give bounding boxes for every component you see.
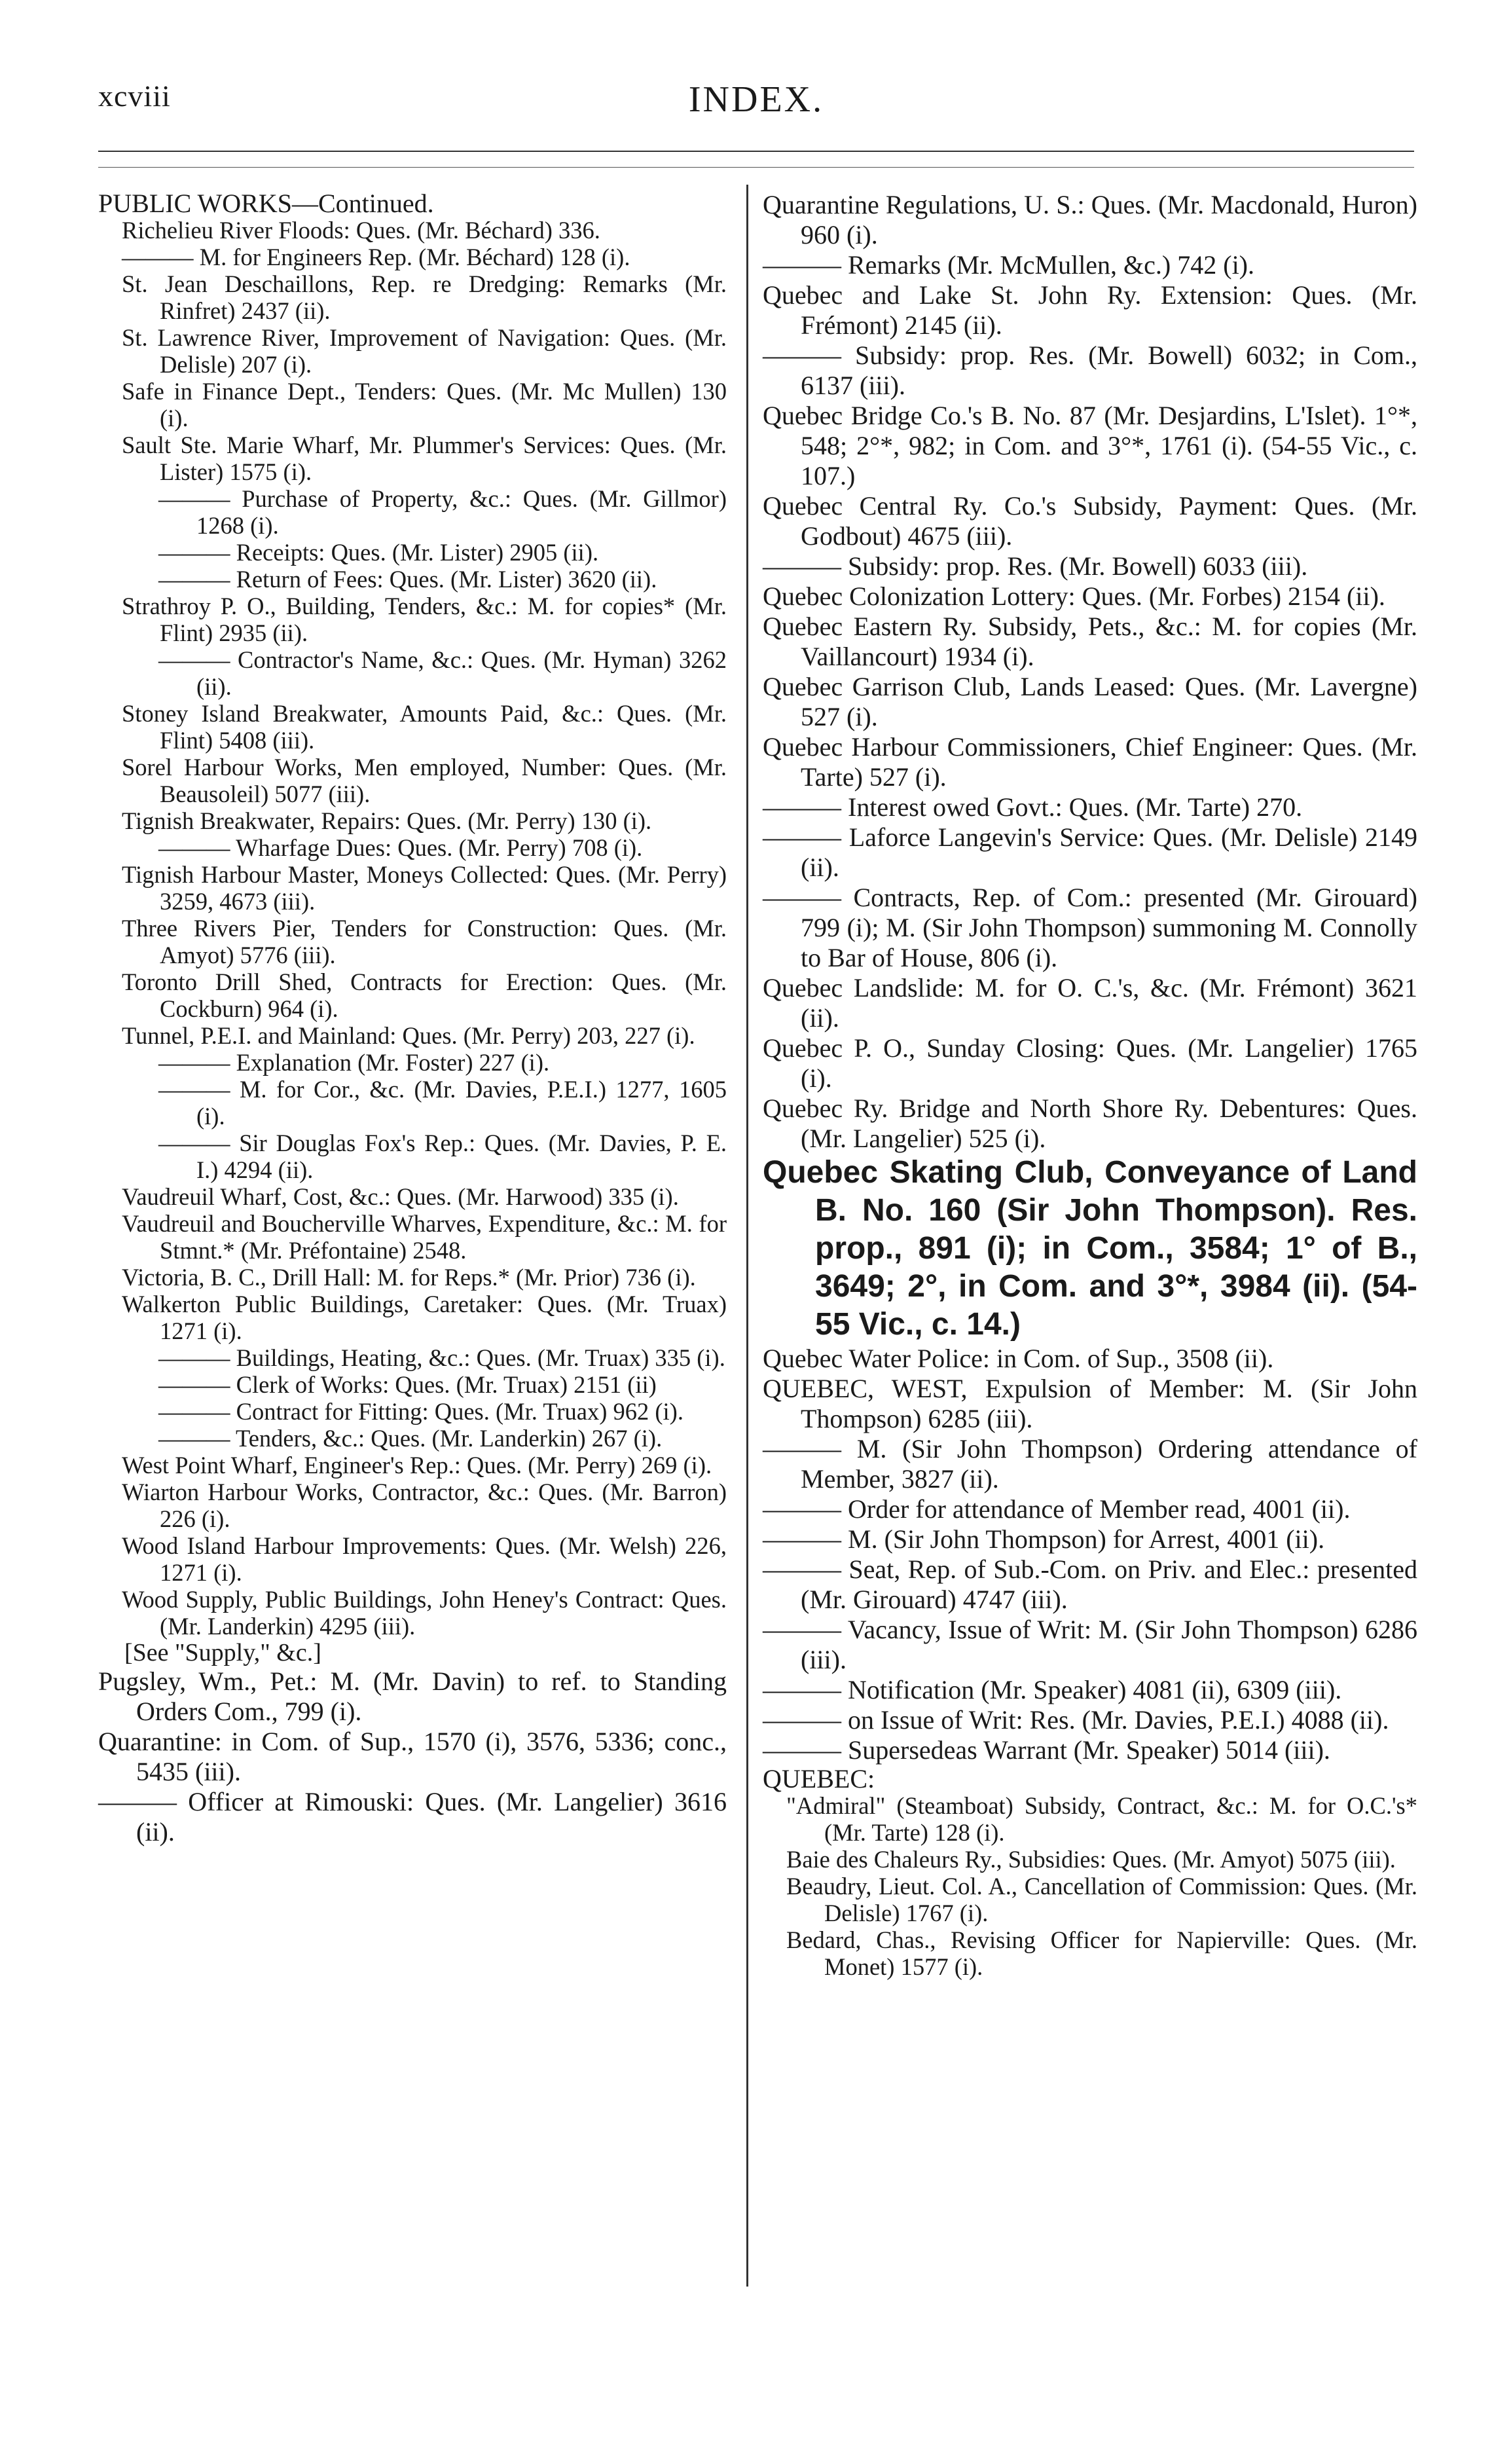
index-entry: ——— Tenders, &c.: Ques. (Mr. Landerkin) 267 (i).	[158, 1425, 663, 1452]
index-entry: ——— Seat, Rep. of Sub.-Com. on Priv. and Elec.: presented (Mr. Girouard) 4747 (iii).	[763, 1554, 1417, 1614]
index-entry: ——— Contract for Fitting: Ques. (Mr. Truax) 962 (i).	[158, 1398, 683, 1425]
index-entry: Tignish Harbour Master, Moneys Collected: Ques. (Mr. Perry) 3259, 4673 (iii).	[122, 861, 727, 915]
index-entry: [See "Supply," &c.]	[124, 1639, 321, 1666]
index-entry: ——— Contractor's Name, &c.: Ques. (Mr. Hyman) 3262 (ii).	[158, 646, 727, 700]
index-entry: Tunnel, P.E.I. and Mainland: Ques. (Mr. Perry) 203, 227 (i).	[122, 1022, 695, 1049]
index-entry: Baie des Chaleurs Ry., Subsidies: Ques. (Mr. Amyot) 5075 (iii).	[786, 1846, 1396, 1873]
index-entry: Victoria, B. C., Drill Hall: M. for Reps.* (Mr. Prior) 736 (i).	[122, 1264, 696, 1291]
index-entry: ——— Order for attendance of Member read, 4001 (ii).	[763, 1494, 1351, 1524]
index-entry: Quebec Central Ry. Co.'s Subsidy, Payment: Ques. (Mr. Godbout) 4675 (iii).	[763, 491, 1417, 551]
left-column	[98, 190, 727, 1847]
index-entry: Bedard, Chas., Revising Officer for Napierville: Ques. (Mr. Monet) 1577 (i).	[786, 1926, 1417, 1980]
index-entry: Walkerton Public Buildings, Caretaker: Ques. (Mr. Truax) 1271 (i).	[122, 1291, 727, 1344]
index-entry: ——— Remarks (Mr. McMullen, &c.) 742 (i).	[763, 250, 1254, 280]
index-entry: Richelieu River Floods: Ques. (Mr. Béchard) 336.	[122, 217, 600, 244]
index-entry: ——— M. (Sir John Thompson) Ordering attendance of Member, 3827 (ii).	[763, 1434, 1417, 1494]
index-entry: Vaudreuil Wharf, Cost, &c.: Ques. (Mr. Harwood) 335 (i).	[122, 1183, 679, 1210]
index-entry: Wiarton Harbour Works, Contractor, &c.: Ques. (Mr. Barron) 226 (i).	[122, 1479, 727, 1532]
index-entry: ——— Officer at Rimouski: Ques. (Mr. Langelier) 3616 (ii).	[98, 1787, 727, 1847]
index-entry: PUBLIC WORKS—Continued.	[98, 189, 434, 218]
index-entry: Quebec Garrison Club, Lands Leased: Ques. (Mr. Lavergne) 527 (i).	[763, 672, 1417, 731]
index-entry: Quebec Colonization Lottery: Ques. (Mr. Forbes) 2154 (ii).	[763, 581, 1385, 611]
index-entry: ——— M. for Cor., &c. (Mr. Davies, P.E.I.) 1277, 1605 (i).	[158, 1076, 727, 1130]
index-entry: ——— Subsidy: prop. Res. (Mr. Bowell) 6032; in Com., 6137 (iii).	[763, 340, 1417, 400]
index-entry: ——— Receipts: Ques. (Mr. Lister) 2905 (ii).	[158, 539, 599, 566]
page-title: INDEX.	[688, 79, 824, 120]
column-divider	[746, 185, 748, 2287]
header-rule	[98, 151, 1414, 152]
index-entry: Quarantine: in Com. of Sup., 1570 (i), 3576, 5336; conc., 5435 (iii).	[98, 1727, 727, 1786]
index-entry: ——— M. for Engineers Rep. (Mr. Béchard) 128 (i).	[122, 244, 630, 270]
index-entry: ——— Notification (Mr. Speaker) 4081 (ii), 6309 (iii).	[763, 1675, 1342, 1704]
index-entry: ——— Explanation (Mr. Foster) 227 (i).	[158, 1049, 550, 1076]
index-entry: Pugsley, Wm., Pet.: M. (Mr. Davin) to ref. to Standing Orders Com., 799 (i).	[98, 1666, 727, 1726]
index-entry: Wood Island Harbour Improvements: Ques. (Mr. Welsh) 226, 1271 (i).	[122, 1532, 727, 1586]
index-entry: Sault Ste. Marie Wharf, Mr. Plummer's Services: Ques. (Mr. Lister) 1575 (i).	[122, 432, 727, 485]
index-entry: Quebec Eastern Ry. Subsidy, Pets., &c.: M. for copies (Mr. Vaillancourt) 1934 (i).	[763, 612, 1417, 671]
index-entry: "Admiral" (Steamboat) Subsidy, Contract, &c.: M. for O.C.'s* (Mr. Tarte) 128 (i).	[786, 1792, 1417, 1846]
index-entry: ——— Sir Douglas Fox's Rep.: Ques. (Mr. Davies, P. E. I.) 4294 (ii).	[158, 1130, 727, 1183]
index-entry: ——— Purchase of Property, &c.: Ques. (Mr. Gillmor) 1268 (i).	[158, 485, 727, 539]
index-entry: Vaudreuil and Boucherville Wharves, Expenditure, &c.: M. for Stmnt.* (Mr. Préfontaine) 2548.	[122, 1210, 727, 1264]
right-column	[763, 190, 1417, 1980]
index-entry: Beaudry, Lieut. Col. A., Cancellation of Commission: Ques. (Mr. Delisle) 1767 (i).	[786, 1873, 1417, 1926]
index-entry: ——— Supersedeas Warrant (Mr. Speaker) 5014 (iii).	[763, 1735, 1330, 1765]
index-entry: ——— Wharfage Dues: Ques. (Mr. Perry) 708 (i).	[158, 834, 643, 861]
index-entry: Quebec Skating Club, Conveyance of Land B. No. 160 (Sir John Thompson). Res. prop., 891 (i); in Com., 3584; 1° of B., 3649; 2°, in Com. and 3°*, 3984 (ii). (54-55 Vic., c. 14.)	[763, 1155, 1417, 1342]
index-entry: St. Jean Deschaillons, Rep. re Dredging: Remarks (Mr. Rinfret) 2437 (ii).	[122, 270, 727, 324]
index-entry: Tignish Breakwater, Repairs: Ques. (Mr. Perry) 130 (i).	[122, 807, 652, 834]
index-entry: Quebec and Lake St. John Ry. Extension: Ques. (Mr. Frémont) 2145 (ii).	[763, 280, 1417, 340]
index-entry: Sorel Harbour Works, Men employed, Number: Ques. (Mr. Beausoleil) 5077 (iii).	[122, 754, 727, 807]
index-entry: ——— Return of Fees: Ques. (Mr. Lister) 3620 (ii).	[158, 566, 657, 593]
index-entry: Safe in Finance Dept., Tenders: Ques. (Mr. Mc Mullen) 130 (i).	[122, 378, 727, 432]
index-entry: Quarantine Regulations, U. S.: Ques. (Mr. Macdonald, Huron) 960 (i).	[763, 190, 1417, 249]
index-entry: Strathroy P. O., Building, Tenders, &c.: M. for copies* (Mr. Flint) 2935 (ii).	[122, 593, 727, 646]
index-entry: ——— on Issue of Writ: Res. (Mr. Davies, P.E.I.) 4088 (ii).	[763, 1705, 1389, 1735]
index-entry: Quebec Water Police: in Com. of Sup., 3508 (ii).	[763, 1344, 1274, 1373]
index-entry: QUEBEC:	[763, 1764, 875, 1793]
index-entry: ——— Laforce Langevin's Service: Ques. (Mr. Delisle) 2149 (ii).	[763, 822, 1417, 882]
index-entry: ——— Interest owed Govt.: Ques. (Mr. Tarte) 270.	[763, 792, 1303, 822]
index-entry: Stoney Island Breakwater, Amounts Paid, &c.: Ques. (Mr. Flint) 5408 (iii).	[122, 700, 727, 754]
index-entry: QUEBEC, WEST, Expulsion of Member: M. (Sir John Thompson) 6285 (iii).	[763, 1374, 1417, 1433]
index-entry: Wood Supply, Public Buildings, John Heney's Contract: Ques. (Mr. Landerkin) 4295 (iii).	[122, 1586, 727, 1640]
index-entry: Quebec P. O., Sunday Closing: Ques. (Mr. Langelier) 1765 (i).	[763, 1033, 1417, 1093]
index-entry: ——— M. (Sir John Thompson) for Arrest, 4001 (ii).	[763, 1524, 1325, 1554]
page-number: xcviii	[98, 79, 171, 113]
index-entry: Quebec Bridge Co.'s B. No. 87 (Mr. Desjardins, L'Islet). 1°*, 548; 2°*, 982; in Com. and 3°*, 1761 (i). (54-55 Vic., c. 107.)	[763, 401, 1417, 490]
index-entry: Quebec Landslide: M. for O. C.'s, &c. (Mr. Frémont) 3621 (ii).	[763, 973, 1417, 1033]
index-entry: West Point Wharf, Engineer's Rep.: Ques. (Mr. Perry) 269 (i).	[122, 1452, 712, 1479]
index-entry: ——— Clerk of Works: Ques. (Mr. Truax) 2151 (ii)	[158, 1371, 657, 1398]
index-entry: Quebec Harbour Commissioners, Chief Engineer: Ques. (Mr. Tarte) 527 (i).	[763, 732, 1417, 792]
page-header	[98, 79, 1414, 138]
index-entry: ——— Vacancy, Issue of Writ: M. (Sir John Thompson) 6286 (iii).	[763, 1615, 1417, 1674]
index-entry: Three Rivers Pier, Tenders for Construction: Ques. (Mr. Amyot) 5776 (iii).	[122, 915, 727, 968]
index-entry: St. Lawrence River, Improvement of Navigation: Ques. (Mr. Delisle) 207 (i).	[122, 324, 727, 378]
index-entry: Toronto Drill Shed, Contracts for Erection: Ques. (Mr. Cockburn) 964 (i).	[122, 968, 727, 1022]
header-rule-thin	[98, 167, 1414, 168]
index-entry: ——— Buildings, Heating, &c.: Ques. (Mr. Truax) 335 (i).	[158, 1344, 725, 1371]
index-entry: ——— Contracts, Rep. of Com.: presented (Mr. Girouard) 799 (i); M. (Sir John Thompson) summoning M. Connolly to Bar of House, 806 (i).	[763, 883, 1417, 972]
index-entry: ——— Subsidy: prop. Res. (Mr. Bowell) 6033 (iii).	[763, 551, 1308, 581]
index-entry: Quebec Ry. Bridge and North Shore Ry. Debentures: Ques. (Mr. Langelier) 525 (i).	[763, 1094, 1417, 1153]
